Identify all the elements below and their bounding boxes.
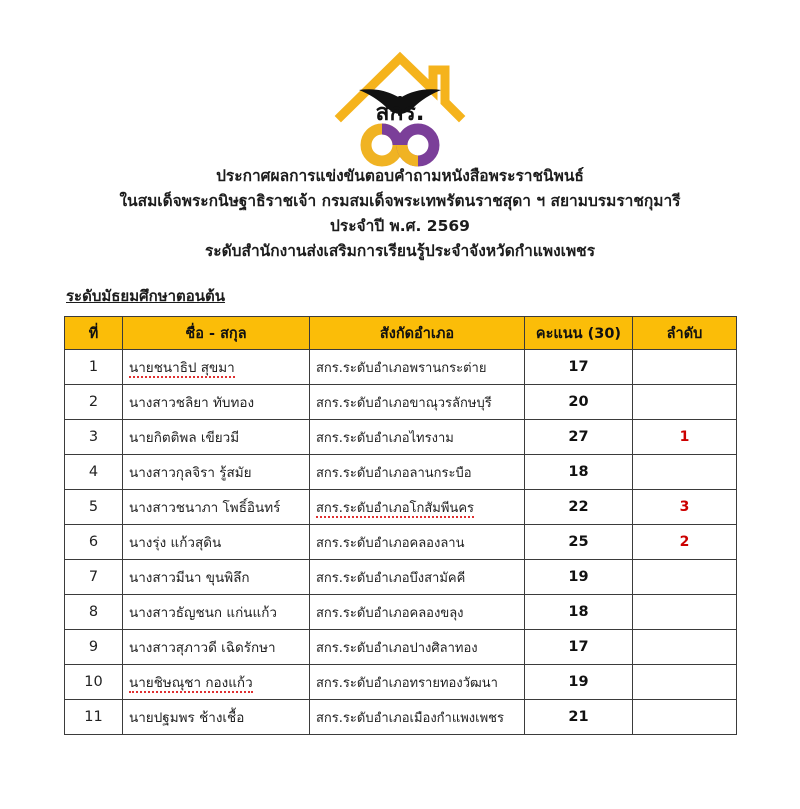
cell-student-name: [123, 665, 310, 700]
cell-student-name: นางสาวชลิยา ทับทอง: [123, 385, 310, 420]
cell-row-number: 7: [65, 560, 123, 595]
table-row: [65, 700, 737, 735]
cell-student-name: นางสาวกุลจิรา รู้สมัย: [123, 455, 310, 490]
cell-rank: [633, 665, 737, 700]
cell-office: สกร.ระดับอำเภอคลองขลุง: [310, 595, 525, 630]
table-header-row: [65, 317, 737, 350]
cell-row-number: 6: [65, 525, 123, 560]
cell-student-name: นางสาวธัญชนก แก่นแก้ว: [123, 595, 310, 630]
cell-student-name: นายปฐมพร ช้างเชื้อ: [123, 700, 310, 735]
cell-score: 27: [525, 420, 633, 455]
cell-rank: 1: [633, 420, 737, 455]
cell-score: 19: [525, 560, 633, 595]
cell-office: [310, 490, 525, 525]
cell-score: 20: [525, 385, 633, 420]
table-row: [65, 525, 737, 560]
column-header-name: ชื่อ - สกุล: [123, 317, 310, 350]
cell-row-number: 11: [65, 700, 123, 735]
svg-text:สกร.: สกร.: [375, 100, 425, 126]
title-line-2: ในสมเด็จพระกนิษฐาธิราชเจ้า กรมสมเด็จพระเทพรัตนราชสุดา ฯ สยามบรมราชกุมารี: [119, 192, 681, 210]
cell-office: สกร.ระดับอำเภอเมืองกำแพงเพชร: [310, 700, 525, 735]
column-header-rank: ลำดับ: [633, 317, 737, 350]
cell-office: สกร.ระดับอำเภอพรานกระต่าย: [310, 350, 525, 385]
cell-score: 25: [525, 525, 633, 560]
cell-score: 18: [525, 455, 633, 490]
cell-row-number: 2: [65, 385, 123, 420]
table-row: [65, 350, 737, 385]
cell-row-number: 8: [65, 595, 123, 630]
table-header: [65, 317, 737, 350]
cell-rank: [633, 350, 737, 385]
cell-score: 21: [525, 700, 633, 735]
cell-student-name: นางสาวชนาภา โพธิ์อินทร์: [123, 490, 310, 525]
cell-rank: [633, 385, 737, 420]
cell-office: สกร.ระดับอำเภอคลองลาน: [310, 525, 525, 560]
section-heading: ระดับมัธยมศึกษาตอนต้น: [66, 287, 226, 305]
cell-score: 22: [525, 490, 633, 525]
cell-rank: [633, 595, 737, 630]
table-row: [65, 595, 737, 630]
cell-office: สกร.ระดับอำเภอปางศิลาทอง: [310, 630, 525, 665]
table-row: [65, 630, 737, 665]
spellcheck-underline: นายชนาธิป สุขมา: [129, 360, 235, 376]
column-header-score: คะแนน (30): [525, 317, 633, 350]
cell-rank: 2: [633, 525, 737, 560]
cell-score: 18: [525, 595, 633, 630]
cell-office: สกร.ระดับอำเภอบึงสามัคคี: [310, 560, 525, 595]
title-line-3: ประจำปี พ.ศ. 2569: [330, 217, 470, 235]
cell-rank: [633, 455, 737, 490]
cell-row-number: 4: [65, 455, 123, 490]
cell-office: สกร.ระดับอำเภอทรายทองวัฒนา: [310, 665, 525, 700]
cell-score: 19: [525, 665, 633, 700]
title-line-1: ประกาศผลการแข่งขันตอบคำถามหนังสือพระราชนิพนธ์: [216, 167, 584, 185]
cell-rank: [633, 560, 737, 595]
logo-container: [0, 0, 800, 160]
cell-office: สกร.ระดับอำเภอไทรงาม: [310, 420, 525, 455]
cell-student-name: [123, 350, 310, 385]
cell-row-number: 1: [65, 350, 123, 385]
cell-row-number: 3: [65, 420, 123, 455]
cell-rank: [633, 630, 737, 665]
cell-score: 17: [525, 350, 633, 385]
results-table-container: [64, 316, 736, 735]
skr-logo: [325, 42, 475, 172]
cell-rank: 3: [633, 490, 737, 525]
spellcheck-underline: สกร.ระดับอำเภอโกสัมพีนคร: [316, 500, 474, 516]
table-row: [65, 665, 737, 700]
cell-row-number: 10: [65, 665, 123, 700]
cell-student-name: นางรุ่ง แก้วสุดิน: [123, 525, 310, 560]
spellcheck-underline: นายชิษณุชา กองแก้ว: [129, 675, 253, 691]
cell-office: สกร.ระดับอำเภอลานกระบือ: [310, 455, 525, 490]
table-row: [65, 560, 737, 595]
cell-row-number: 9: [65, 630, 123, 665]
column-header-no: ที่: [65, 317, 123, 350]
cell-student-name: นายกิตติพล เขียวมี: [123, 420, 310, 455]
announcement-title: [0, 164, 800, 264]
section-heading-row: [0, 264, 800, 316]
cell-row-number: 5: [65, 490, 123, 525]
table-row: [65, 420, 737, 455]
table-body: [65, 350, 737, 735]
title-line-4: ระดับสำนักงานส่งเสริมการเรียนรู้ประจำจังหวัดกำแพงเพชร: [204, 242, 596, 260]
cell-student-name: นางสาวมีนา ขุนพิลึก: [123, 560, 310, 595]
cell-score: 17: [525, 630, 633, 665]
table-row: [65, 385, 737, 420]
results-table: [64, 316, 737, 735]
cell-student-name: นางสาวสุภาวดี เฉิดรักษา: [123, 630, 310, 665]
column-header-office: สังกัดอำเภอ: [310, 317, 525, 350]
cell-rank: [633, 700, 737, 735]
table-row: [65, 490, 737, 525]
table-row: [65, 455, 737, 490]
cell-office: สกร.ระดับอำเภอขาณุวรลักษบุรี: [310, 385, 525, 420]
